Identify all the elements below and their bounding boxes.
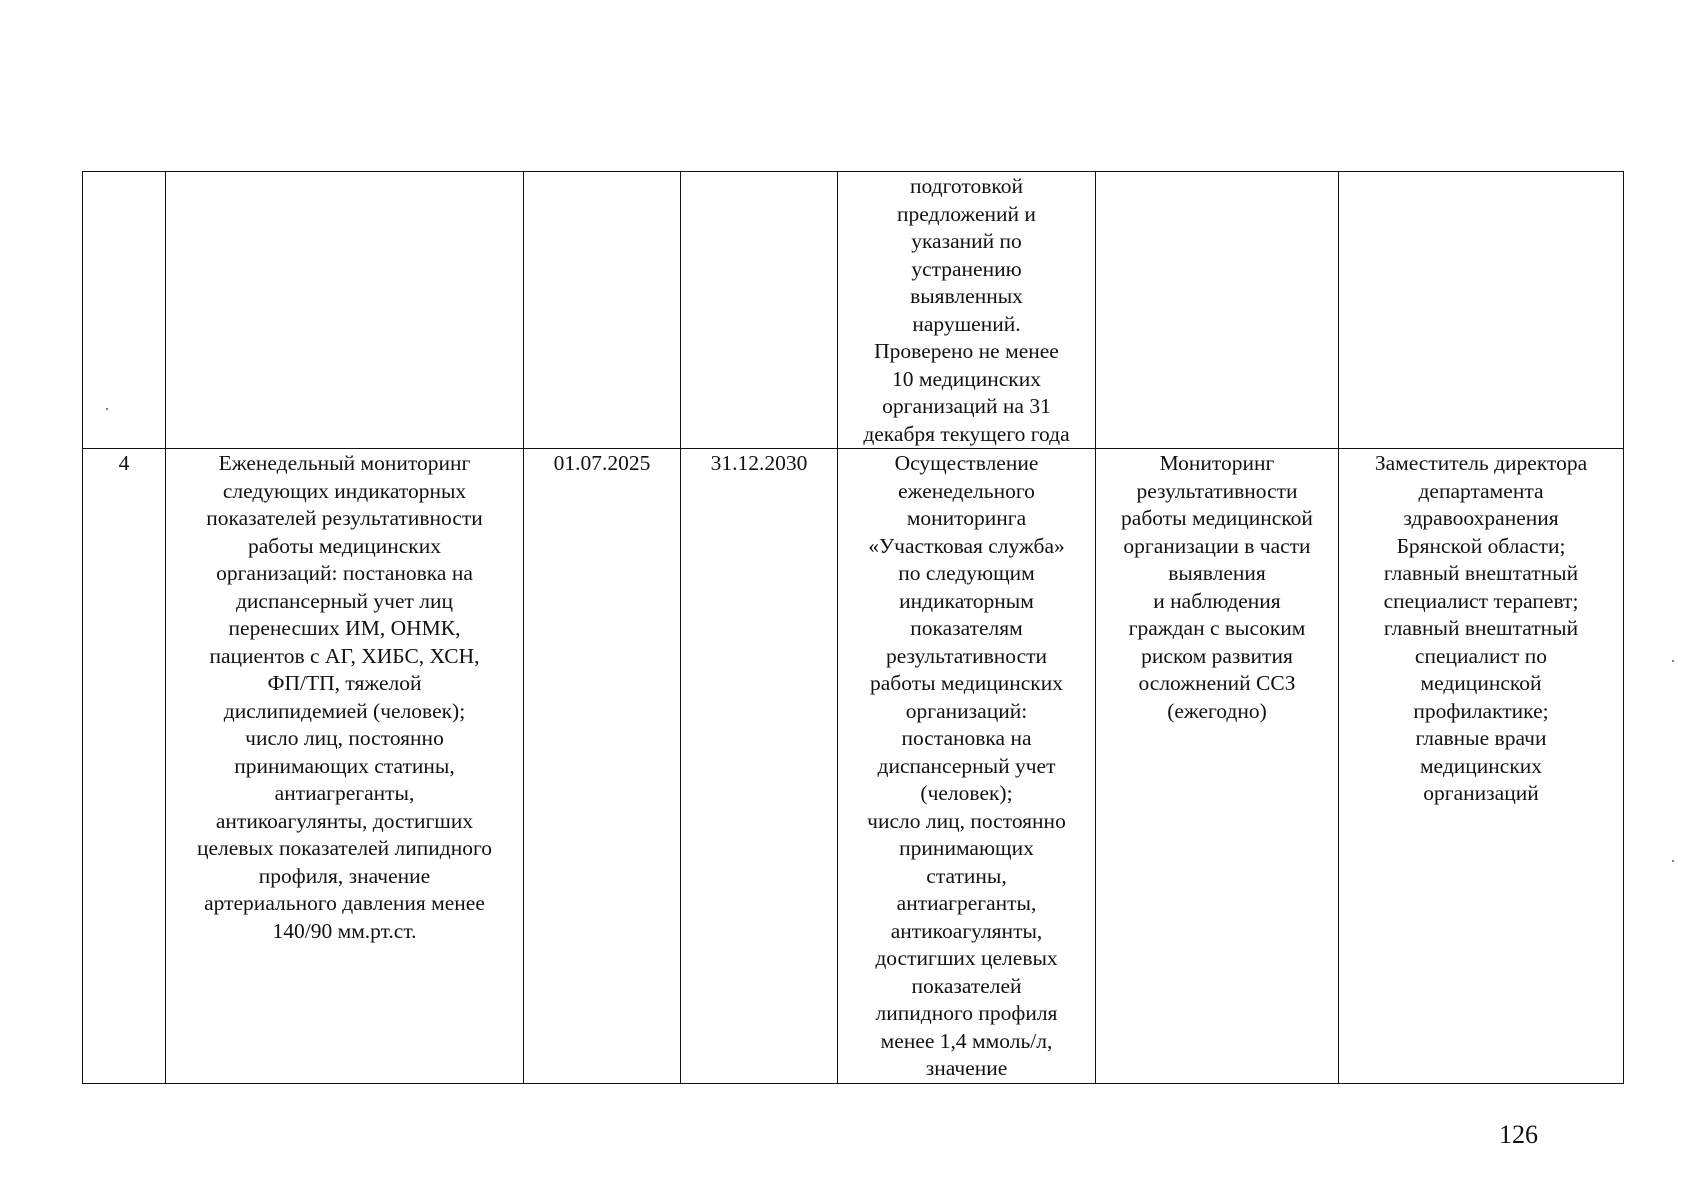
cell-start-date — [524, 172, 681, 449]
cell-responsible — [1339, 172, 1624, 449]
cell-number — [83, 172, 166, 449]
cell-description: подготовкой предложений и указаний по устранению выявленных нарушений. Проверено не менее 10 медицинских организаций на 31 декабря текущего года — [838, 172, 1096, 449]
cell-end-date: 31.12.2030 — [681, 449, 838, 1084]
cell-end-date — [681, 172, 838, 449]
cell-result: Мониторинг результативности работы медицинской организации в части выявления и наблюдения граждан с высоким риском развития осложнений ССЗ (ежегодно) — [1096, 449, 1339, 1084]
scan-speck — [1672, 660, 1674, 662]
cell-responsible: Заместитель директора департамента здравоохранения Брянской области; главный внештатный специалист терапевт; главный внештатный специалист по медицинской профилактике; главные врачи медицинских организаций — [1339, 449, 1624, 1084]
scan-speck — [106, 408, 108, 410]
cell-name — [166, 172, 524, 449]
cell-start-date: 01.07.2025 — [524, 449, 681, 1084]
measures-table — [82, 171, 1624, 1084]
cell-number: 4 — [83, 449, 166, 1084]
table-row-4 — [83, 449, 1624, 1084]
cell-description: Осуществление еженедельного мониторинга «Участковая служба» по следующим индикаторным показателям результативности работы медицинских организаций: постановка на диспансерный учет (человек); число лиц, постоянно принимающих статины, антиагреганты, антикоагулянты, достигших целевых показателей липидного профиля менее 1,4 ммоль/л, значение — [838, 449, 1096, 1084]
scan-speck — [1672, 860, 1674, 862]
cell-result — [1096, 172, 1339, 449]
table-row-continuation — [83, 172, 1624, 449]
page-number: 126 — [1499, 1120, 1538, 1149]
cell-name: Еженедельный мониторинг следующих индикаторных показателей результативности работы медицинских организаций: постановка на диспансерный учет лиц перенесших ИМ, ОНМК, пациентов с АГ, ХИБС, ХСН, ФП/ТП, тяжелой дислипидемией (человек); число лиц, постоянно принимающих статины, антиагреганты, антикоагулянты, достигших целевых показателей липидного профиля, значение артериального давления менее 140/90 мм.рт.ст. — [166, 449, 524, 1084]
